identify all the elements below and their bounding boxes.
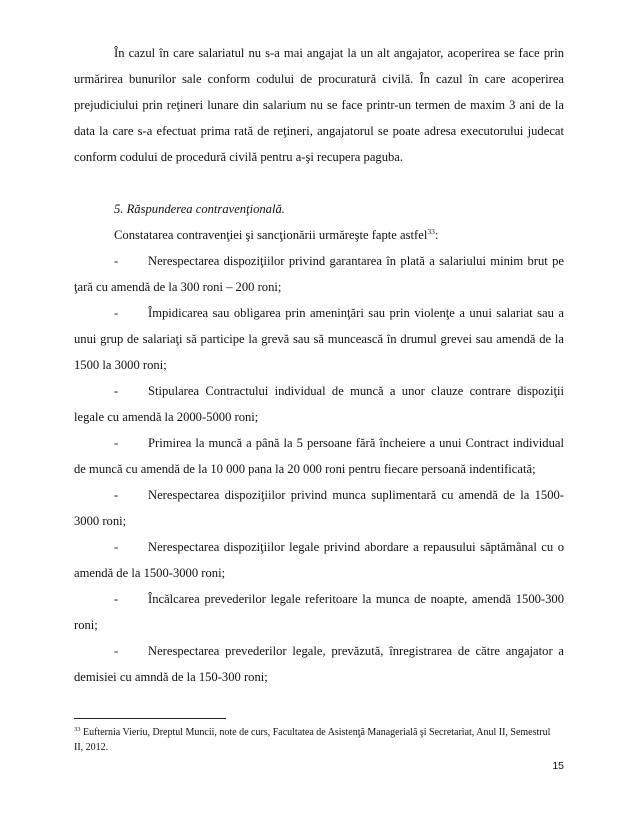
- list-dash: -: [114, 436, 119, 450]
- list-item-text: Nerespectarea dispoziţiilor legale privind abordare a repausului săptămânal cu o amendă de la 1500-3000 roni;: [74, 540, 564, 580]
- list-item: [74, 248, 564, 300]
- footnote-reference: 33: [427, 227, 435, 236]
- list-item: [74, 482, 564, 534]
- list-item-text: Nerespectarea dispoziţiilor privind garantarea în plată a salariului minim brut pe ţară cu amendă de la 300 roni – 200 roni;: [74, 254, 564, 294]
- list-item: [74, 300, 564, 378]
- list-item: [74, 430, 564, 482]
- list-item-text: Primirea la muncă a până la 5 persoane fără încheiere a unui Contract individual de muncă cu amendă de la 10 000 pana la 20 000 roni pentru fiecare persoană indentificată;: [74, 436, 564, 476]
- list-item-text: Nerespectarea dispoziţiilor privind munca suplimentară cu amendă de la 1500-3000 roni;: [74, 488, 564, 528]
- list-dash: -: [114, 592, 119, 606]
- list-dash: -: [114, 384, 119, 398]
- list-item-text: Încălcarea prevederilor legale referitoare la munca de noapte, amendă 1500-300 roni;: [74, 592, 564, 632]
- section-heading: 5. Răspunderea contravenţională.: [114, 202, 285, 216]
- list-dash: -: [114, 254, 119, 268]
- list-item: [74, 378, 564, 430]
- footnote-separator: [74, 718, 226, 719]
- body-paragraph: În cazul în care salariatul nu s-a mai angajat la un alt angajator, acoperirea se face prin urmărirea bunurilor sale conform codului de procuratură civilă. În cazul în care acoperirea prejudiciului prin reţineri lunare din salarium nu se face printr-un termen de maxim 3 ani de la data la care s-a efectuat prima rată de reţineri, angajatorul se poate adresa executorului judecat conform codului de procedură civilă pentru a-şi recupera paguba.: [74, 46, 564, 164]
- list-dash: -: [114, 306, 119, 320]
- list-item: [74, 586, 564, 638]
- list-item: [74, 534, 564, 586]
- intro-paragraph: [74, 222, 564, 248]
- intro-text: Constatarea contravenţiei şi sancţionării urmăreşte fapte astfel: [114, 228, 428, 242]
- page-number: 15: [552, 760, 564, 772]
- intro-suffix: :: [434, 228, 439, 242]
- list-dash: -: [114, 540, 119, 554]
- footnote: [74, 725, 554, 755]
- list-dash: -: [114, 488, 119, 502]
- list-item-text: Împidicarea sau obligarea prin ameninţări sau prin violenţe a unui salariat sau a unui grup de salariaţi să participe la grevă sau să muncească în drumul grevei sau amendă de la 1500 la 3000 roni;: [74, 306, 564, 372]
- list-dash: -: [114, 644, 119, 658]
- footnote-number: 33: [74, 726, 81, 733]
- list-item-text: Stipularea Contractului individual de muncă a unor clauze contrare dispoziţii legale cu amendă la 2000-5000 roni;: [74, 384, 564, 424]
- footnote-text: Eufternia Vieriu, Dreptul Muncii, note de curs, Facultatea de Asistenţă Managerială şi Secretariat, Anul II, Semestrul II, 2012.: [74, 727, 551, 753]
- list-item: [74, 638, 564, 690]
- list-item-text: Nerespectarea prevederilor legale, prevăzută, înregistrarea de către angajator a demisiei cu amndă de la 150-300 roni;: [74, 644, 564, 684]
